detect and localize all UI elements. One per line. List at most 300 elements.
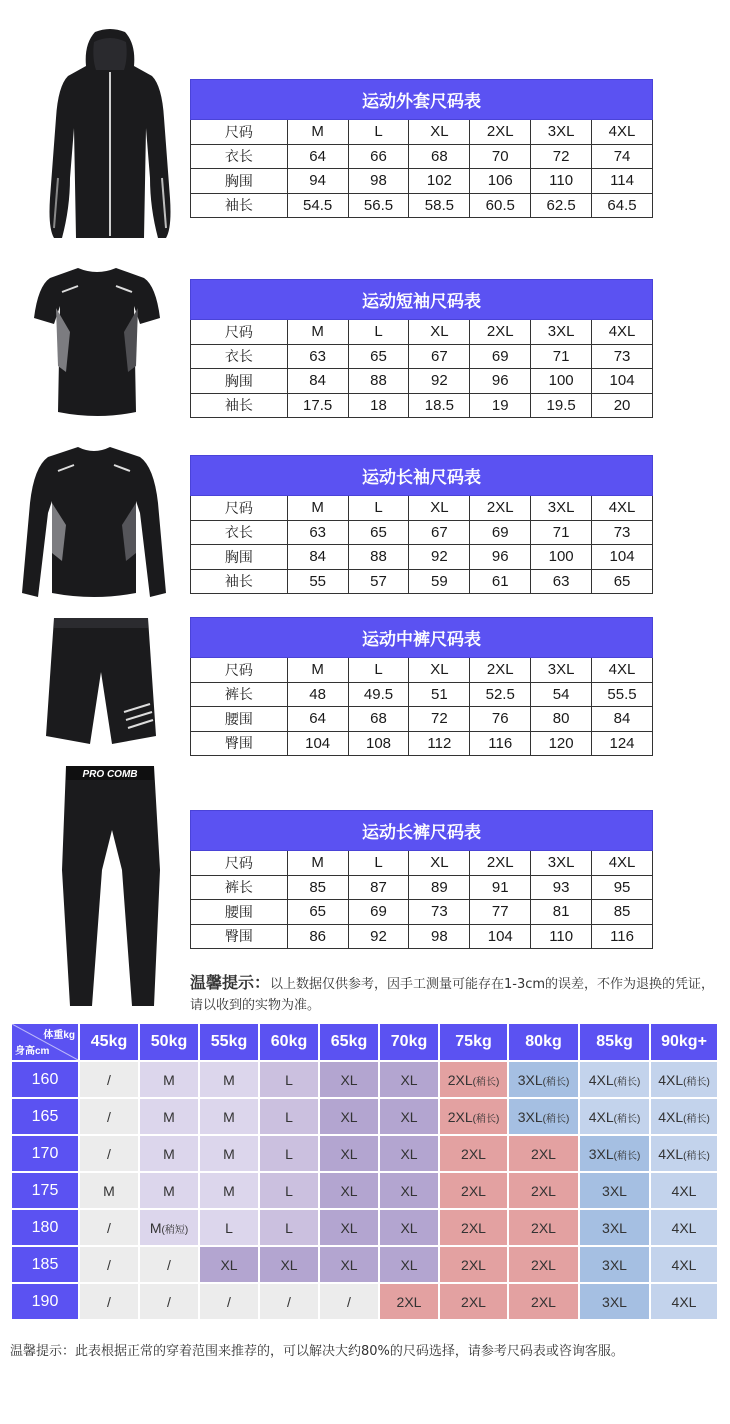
recommended-size: 4XL: [588, 1071, 614, 1088]
size-recommendation: [200, 1284, 258, 1319]
row-label: 衣长: [191, 344, 288, 369]
size-recommendation: [140, 1284, 198, 1319]
size-value: 4XL: [592, 320, 653, 345]
size-value: 112: [409, 731, 470, 756]
recommended-size: M: [223, 1145, 235, 1162]
size-value: 65: [348, 520, 409, 545]
size-value: 85: [592, 900, 653, 925]
grid-row: [12, 1062, 717, 1097]
size-value: 3XL: [531, 320, 592, 345]
recommended-size: 3XL: [602, 1182, 627, 1199]
size-value: 92: [348, 924, 409, 949]
size-recommendation: [260, 1210, 318, 1245]
size-recommendation: [260, 1247, 318, 1282]
size-value: 69: [348, 900, 409, 925]
recommended-size: L: [285, 1219, 293, 1236]
size-value: 80: [531, 707, 592, 732]
size-recommendation: [440, 1173, 507, 1208]
size-value: 86: [287, 924, 348, 949]
size-value: 64: [287, 707, 348, 732]
recommended-size: 2XL: [461, 1293, 486, 1310]
recommended-size: 2XL: [461, 1182, 486, 1199]
recommended-size: XL: [400, 1219, 418, 1236]
size-value: 67: [409, 344, 470, 369]
size-table-title: 运动中裤尺码表: [191, 618, 653, 658]
height-label: 190: [12, 1284, 78, 1319]
size-recommendation: [509, 1173, 578, 1208]
recommended-size: XL: [340, 1256, 358, 1273]
corner-height-label: 身高cm: [15, 1046, 50, 1057]
size-value: 104: [287, 731, 348, 756]
size-recommendation: [140, 1136, 198, 1171]
size-recommendation: [260, 1284, 318, 1319]
recommended-size: 4XL: [671, 1256, 697, 1273]
recommended-size: 3XL: [517, 1071, 543, 1088]
row-label: 袖长: [191, 569, 288, 594]
row-label: 尺码: [191, 851, 288, 876]
height-label: 175: [12, 1173, 78, 1208]
size-value: 60.5: [470, 193, 531, 218]
weight-header: 45kg: [80, 1024, 138, 1060]
size-value: XL: [409, 496, 470, 521]
size-value: 98: [409, 924, 470, 949]
size-value: M: [287, 320, 348, 345]
grid-row: [12, 1210, 717, 1245]
recommended-size: 2XL: [531, 1256, 556, 1273]
size-value: 72: [531, 144, 592, 169]
size-value: 2XL: [470, 320, 531, 345]
fit-note: (稍长): [472, 1076, 500, 1088]
size-value: 48: [287, 682, 348, 707]
size-value: 110: [531, 924, 592, 949]
size-table-row: [191, 520, 653, 545]
recommended-size: 3XL: [588, 1145, 614, 1162]
recommended-size: /: [107, 1108, 111, 1125]
shorts-image: [40, 612, 162, 747]
size-recommendation: [200, 1210, 258, 1245]
recommended-size: XL: [220, 1256, 238, 1273]
size-value: 95: [592, 875, 653, 900]
grid-row: [12, 1099, 717, 1134]
recommended-size: 3XL: [602, 1293, 627, 1310]
size-value: 74: [592, 144, 653, 169]
size-value: 19: [470, 393, 531, 418]
recommended-size: /: [107, 1219, 111, 1236]
weight-header: 90kg+: [651, 1024, 717, 1060]
waistband-text: PRO COMB: [82, 769, 138, 780]
size-value: 70: [470, 144, 531, 169]
recommendation-note: 温馨提示：此表根据正常的穿着范围来推荐的，可以解决大约80%的尺码选择，请参考尺码表或咨询客服。: [10, 1344, 624, 1359]
size-table-row: [191, 900, 653, 925]
row-label: 袖长: [191, 393, 288, 418]
size-recommendation: [200, 1173, 258, 1208]
size-table: [190, 810, 653, 949]
size-table-row: [191, 924, 653, 949]
size-recommendation: [200, 1062, 258, 1097]
height-label: 165: [12, 1099, 78, 1134]
size-recommendation: [260, 1062, 318, 1097]
size-table-row: [191, 875, 653, 900]
recommended-size: 4XL: [588, 1108, 614, 1125]
size-value: 92: [409, 369, 470, 394]
size-value: L: [348, 851, 409, 876]
recommended-size: 4XL: [658, 1145, 684, 1162]
size-recommendation: [260, 1136, 318, 1171]
size-value: 104: [592, 545, 653, 570]
size-value: M: [287, 658, 348, 683]
recommended-size: XL: [400, 1071, 418, 1088]
size-value: 92: [409, 545, 470, 570]
size-value: 69: [470, 520, 531, 545]
size-value: 63: [531, 569, 592, 594]
size-recommendation: [651, 1136, 717, 1171]
size-recommendation: [509, 1136, 578, 1171]
recommended-size: M: [223, 1071, 235, 1088]
size-value: 51: [409, 682, 470, 707]
recommended-size: /: [227, 1293, 231, 1310]
recommended-size: M: [163, 1071, 175, 1088]
row-label: 尺码: [191, 120, 288, 145]
size-recommendation: [80, 1136, 138, 1171]
size-recommendation: [140, 1173, 198, 1208]
size-value: 100: [531, 369, 592, 394]
size-recommendation: [580, 1247, 649, 1282]
recommended-size: 2XL: [447, 1071, 473, 1088]
size-value: 66: [348, 144, 409, 169]
size-value: 55.5: [592, 682, 653, 707]
size-value: 57: [348, 569, 409, 594]
size-value: 62.5: [531, 193, 592, 218]
size-value: 19.5: [531, 393, 592, 418]
size-recommendation: [320, 1173, 378, 1208]
size-recommendation: [380, 1247, 438, 1282]
size-value: 4XL: [592, 658, 653, 683]
recommended-size: /: [167, 1293, 171, 1310]
size-table: [190, 455, 653, 594]
size-recommendation: [651, 1284, 717, 1319]
row-label: 腰围: [191, 900, 288, 925]
size-value: XL: [409, 320, 470, 345]
size-value: 69: [470, 344, 531, 369]
fit-note: (稍长): [683, 1150, 710, 1162]
size-recommendation: [80, 1173, 138, 1208]
size-recommendation: [380, 1136, 438, 1171]
size-table-row: [191, 369, 653, 394]
size-table-row: [191, 731, 653, 756]
size-table-title: 运动长裤尺码表: [191, 811, 653, 851]
recommended-size: 4XL: [671, 1182, 697, 1199]
size-table: [190, 617, 653, 756]
note-label: 温馨提示：: [190, 973, 271, 992]
weight-header: 85kg: [580, 1024, 649, 1060]
height-label: 185: [12, 1247, 78, 1282]
size-recommendation: [380, 1099, 438, 1134]
size-value: 91: [470, 875, 531, 900]
size-recommendation: [580, 1173, 649, 1208]
size-value: 17.5: [287, 393, 348, 418]
height-label: 160: [12, 1062, 78, 1097]
recommended-size: 2XL: [396, 1293, 422, 1310]
size-value: 104: [470, 924, 531, 949]
size-table-title: 运动外套尺码表: [191, 80, 653, 120]
size-recommendation: [440, 1284, 507, 1319]
fit-note: (稍长): [613, 1076, 641, 1088]
long-sleeve-shirt-image: [22, 443, 167, 603]
recommended-size: L: [285, 1108, 293, 1125]
recommended-size: /: [347, 1293, 351, 1310]
size-value: 55: [287, 569, 348, 594]
recommended-size: 2XL: [461, 1145, 486, 1162]
recommended-size: M: [149, 1219, 162, 1236]
size-value: 64.5: [592, 193, 653, 218]
row-label: 尺码: [191, 320, 288, 345]
fit-note: (稍长): [472, 1113, 500, 1125]
row-label: 衣长: [191, 144, 288, 169]
recommended-size: XL: [400, 1145, 418, 1162]
size-recommendation: [580, 1099, 649, 1134]
size-table: [190, 279, 653, 418]
size-recommendation: [509, 1284, 578, 1319]
grid-row: [12, 1247, 717, 1282]
recommended-size: 2XL: [531, 1182, 556, 1199]
recommended-size: 3XL: [602, 1219, 627, 1236]
size-recommendation: [580, 1136, 649, 1171]
size-value: 89: [409, 875, 470, 900]
height-label: 180: [12, 1210, 78, 1245]
recommended-size: L: [285, 1071, 293, 1088]
size-table-title: 运动短袖尺码表: [191, 280, 653, 320]
size-value: 58.5: [409, 193, 470, 218]
size-value: 3XL: [531, 120, 592, 145]
size-value: M: [287, 120, 348, 145]
recommended-size: L: [225, 1219, 233, 1236]
size-value: M: [287, 496, 348, 521]
size-table: [190, 79, 653, 218]
size-value: 106: [470, 169, 531, 194]
size-table-row: [191, 144, 653, 169]
size-value: 68: [348, 707, 409, 732]
fit-note: (稍长): [683, 1076, 710, 1088]
recommended-size: M: [223, 1108, 235, 1125]
size-value: 61: [470, 569, 531, 594]
size-value: 52.5: [470, 682, 531, 707]
size-recommendation: [651, 1062, 717, 1097]
size-value: 116: [470, 731, 531, 756]
size-recommendation: [140, 1247, 198, 1282]
size-value: 104: [592, 369, 653, 394]
size-value: 18.5: [409, 393, 470, 418]
size-value: L: [348, 120, 409, 145]
recommended-size: XL: [340, 1145, 358, 1162]
fit-note: (稍短): [161, 1224, 189, 1236]
size-value: 2XL: [470, 658, 531, 683]
size-table-row: [191, 707, 653, 732]
size-value: 2XL: [470, 120, 531, 145]
recommended-size: 2XL: [531, 1293, 556, 1310]
recommended-size: /: [107, 1293, 111, 1310]
size-recommendation: [440, 1099, 507, 1134]
size-value: 93: [531, 875, 592, 900]
hooded-jacket-image: [40, 28, 180, 243]
recommended-size: L: [285, 1182, 293, 1199]
size-recommendation: [380, 1284, 438, 1319]
size-table-title: 运动长袖尺码表: [191, 456, 653, 496]
row-label: 尺码: [191, 496, 288, 521]
size-recommendation: [380, 1173, 438, 1208]
size-table-row: [191, 496, 653, 521]
recommended-size: 2XL: [531, 1219, 556, 1236]
size-table-row: [191, 320, 653, 345]
recommended-size: XL: [340, 1071, 358, 1088]
size-table-row: [191, 344, 653, 369]
size-table-row: [191, 682, 653, 707]
recommended-size: /: [287, 1293, 291, 1310]
size-recommendation: [651, 1099, 717, 1134]
size-recommendation: [320, 1210, 378, 1245]
size-value: 81: [531, 900, 592, 925]
recommended-size: M: [223, 1182, 235, 1199]
recommended-size: M: [163, 1182, 175, 1199]
row-label: 腰围: [191, 707, 288, 732]
size-value: 88: [348, 369, 409, 394]
recommended-size: XL: [400, 1182, 418, 1199]
recommended-size: 2XL: [461, 1219, 486, 1236]
size-table-row: [191, 120, 653, 145]
size-table-row: [191, 169, 653, 194]
size-value: 124: [592, 731, 653, 756]
size-value: L: [348, 496, 409, 521]
size-value: 73: [409, 900, 470, 925]
size-value: 3XL: [531, 658, 592, 683]
size-value: 4XL: [592, 496, 653, 521]
weight-header: 60kg: [260, 1024, 318, 1060]
size-recommendation: [440, 1062, 507, 1097]
size-value: 88: [348, 545, 409, 570]
recommended-size: XL: [340, 1108, 358, 1125]
size-recommendation: [80, 1210, 138, 1245]
recommended-size: 4XL: [658, 1108, 684, 1125]
size-recommendation: [320, 1247, 378, 1282]
size-value: 3XL: [531, 496, 592, 521]
size-recommendation: [200, 1136, 258, 1171]
weight-header: 65kg: [320, 1024, 378, 1060]
size-value: 77: [470, 900, 531, 925]
size-table-row: [191, 393, 653, 418]
row-label: 胸围: [191, 545, 288, 570]
size-value: 100: [531, 545, 592, 570]
size-value: 64: [287, 144, 348, 169]
grid-row: [12, 1284, 717, 1319]
size-table-row: [191, 193, 653, 218]
size-value: 67: [409, 520, 470, 545]
recommended-size: 3XL: [602, 1256, 627, 1273]
recommended-size: /: [107, 1071, 111, 1088]
recommended-size: 3XL: [517, 1108, 543, 1125]
row-label: 裤长: [191, 682, 288, 707]
row-label: 臀围: [191, 924, 288, 949]
size-recommendation: [320, 1136, 378, 1171]
size-recommendation: [440, 1210, 507, 1245]
size-recommendation: [140, 1062, 198, 1097]
size-value: 65: [287, 900, 348, 925]
recommended-size: /: [167, 1256, 171, 1273]
size-value: XL: [409, 120, 470, 145]
measurement-note: [190, 972, 720, 1016]
size-value: 59: [409, 569, 470, 594]
row-label: 胸围: [191, 169, 288, 194]
size-value: 65: [348, 344, 409, 369]
size-recommendation: [260, 1173, 318, 1208]
size-value: 71: [531, 520, 592, 545]
size-value: 56.5: [348, 193, 409, 218]
size-value: 114: [592, 169, 653, 194]
fit-note: (稍长): [613, 1150, 641, 1162]
recommended-size: M: [163, 1145, 175, 1162]
fit-note: (稍长): [542, 1076, 570, 1088]
height-label: 170: [12, 1136, 78, 1171]
size-recommendation: [509, 1062, 578, 1097]
size-recommendation: [140, 1210, 198, 1245]
size-value: 20: [592, 393, 653, 418]
grid-row: [12, 1173, 717, 1208]
size-recommendation: [80, 1247, 138, 1282]
size-value: 85: [287, 875, 348, 900]
size-value: 102: [409, 169, 470, 194]
short-sleeve-shirt-image: [32, 262, 162, 422]
size-value: 87: [348, 875, 409, 900]
grid-row: [12, 1136, 717, 1171]
size-value: 71: [531, 344, 592, 369]
size-value: 110: [531, 169, 592, 194]
size-value: 84: [592, 707, 653, 732]
size-value: 96: [470, 369, 531, 394]
size-value: XL: [409, 851, 470, 876]
size-value: 63: [287, 344, 348, 369]
size-value: 3XL: [531, 851, 592, 876]
size-recommendation: [80, 1062, 138, 1097]
size-recommendation: [80, 1284, 138, 1319]
recommended-size: 4XL: [671, 1293, 697, 1310]
size-value: 49.5: [348, 682, 409, 707]
size-value: 120: [531, 731, 592, 756]
size-value: 84: [287, 545, 348, 570]
size-table-row: [191, 658, 653, 683]
size-value: 116: [592, 924, 653, 949]
size-value: 94: [287, 169, 348, 194]
row-label: 袖长: [191, 193, 288, 218]
size-recommendation: [320, 1099, 378, 1134]
size-recommendation: [140, 1099, 198, 1134]
recommended-size: /: [107, 1145, 111, 1162]
recommended-size: 2XL: [447, 1108, 473, 1125]
recommended-size: M: [103, 1182, 115, 1199]
size-recommendation: [651, 1210, 717, 1245]
weight-header: 50kg: [140, 1024, 198, 1060]
recommended-size: 2XL: [461, 1256, 486, 1273]
size-recommendation-grid: [10, 1022, 719, 1321]
corner-weight-label: 体重kg: [43, 1030, 75, 1041]
size-recommendation: [200, 1247, 258, 1282]
size-recommendation: [440, 1136, 507, 1171]
size-value: 2XL: [470, 851, 531, 876]
fit-note: (稍长): [613, 1113, 641, 1125]
size-recommendation: [580, 1210, 649, 1245]
size-recommendation: [380, 1062, 438, 1097]
recommended-size: 2XL: [531, 1145, 556, 1162]
row-label: 臀围: [191, 731, 288, 756]
size-value: XL: [409, 658, 470, 683]
weight-header: 70kg: [380, 1024, 438, 1060]
